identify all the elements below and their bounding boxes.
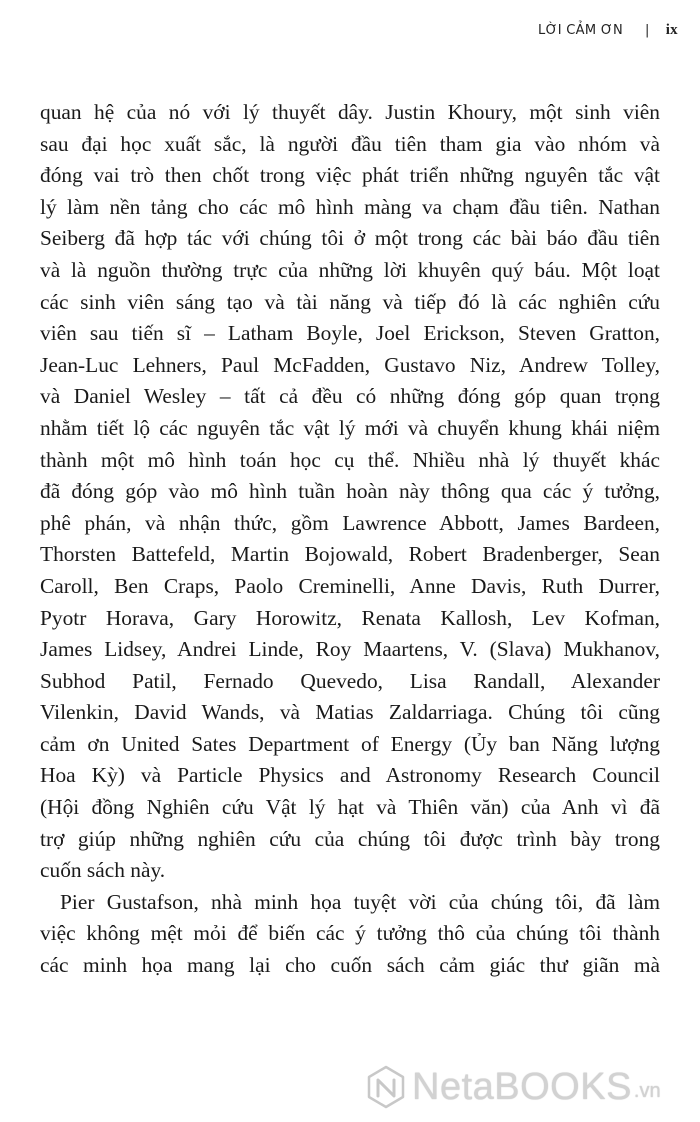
- watermark: [366, 1065, 661, 1109]
- text-line: James Lidsey, Andrei Linde, Roy Maartens, V. (Slava) Mukhanov,: [40, 637, 660, 662]
- watermark-tld: .vn: [633, 1080, 661, 1102]
- text-line: đóng vai trò then chốt trong việc phát triển những nguyên tắc vật: [40, 163, 660, 188]
- text-line: cuốn sách này.: [40, 858, 166, 883]
- text-line: Subhod Patil, Fernado Quevedo, Lisa Randall, Alexander: [40, 668, 660, 693]
- watermark-brand: NetaBOOKS: [412, 1065, 632, 1108]
- text-line: Hoa Kỳ) và Particle Physics and Astronomy Research Council: [40, 763, 660, 788]
- chapter-title: LỜI CẢM ƠN: [538, 23, 624, 38]
- text-line: (Hội đồng Nghiên cứu Vật lý hạt và Thiên văn) của Anh vì đã: [40, 795, 660, 820]
- text-line: phê phán, và nhận thức, gồm Lawrence Abbott, James Bardeen,: [40, 510, 660, 535]
- text-line: Thorsten Battefeld, Martin Bojowald, Robert Bradenberger, Sean: [40, 542, 660, 567]
- text-line: việc không mệt mỏi để biến các ý tưởng thô của chúng tôi thành: [40, 921, 660, 946]
- text-line: trợ giúp những nghiên cứu của chúng tôi được trình bày trong: [40, 826, 660, 851]
- header-separator: |: [645, 23, 650, 38]
- hexagon-n-logo-icon: [366, 1065, 406, 1109]
- text-line: sau đại học xuất sắc, là người đầu tiên tham gia vào nhóm và: [40, 131, 660, 156]
- text-line: các minh họa mang lại cho cuốn sách cảm giác thư giãn mà: [40, 953, 660, 978]
- page-number: ix: [665, 22, 678, 38]
- text-line: cảm ơn United Sates Department of Energy (Ủy ban Năng lượng: [40, 731, 660, 756]
- paragraph-1: [40, 97, 660, 887]
- text-line: đã đóng góp vào mô hình tuần hoàn này thông qua các ý tưởng,: [40, 479, 660, 504]
- text-line: nhằm tiết lộ các nguyên tắc vật lý mới và chuyển khung khái niệm: [40, 415, 660, 440]
- text-line: viên sau tiến sĩ – Latham Boyle, Joel Erickson, Steven Gratton,: [40, 321, 660, 346]
- running-header: [538, 22, 678, 39]
- body-text: [40, 97, 660, 982]
- text-line: và Daniel Wesley – tất cả đều có những đóng góp quan trọng: [40, 384, 660, 409]
- text-line: Seiberg đã hợp tác với chúng tôi ở một trong các bài báo đầu tiên: [40, 226, 660, 251]
- text-line: thành một mô hình toán học cụ thể. Nhiều nhà lý thuyết khác: [40, 447, 660, 472]
- text-line: Pier Gustafson, nhà minh họa tuyệt vời của chúng tôi, đã làm: [60, 889, 660, 914]
- text-line: và là nguồn thường trực của những lời khuyên quý báu. Một loạt: [40, 257, 660, 282]
- text-line: lý làm nền tảng cho các mô hình màng va chạm đầu tiên. Nathan: [40, 194, 660, 219]
- text-line: Vilenkin, David Wands, và Matias Zaldarriaga. Chúng tôi cũng: [40, 700, 660, 725]
- text-line: Caroll, Ben Craps, Paolo Creminelli, Anne Davis, Ruth Durrer,: [40, 573, 660, 598]
- text-line: Jean-Luc Lehners, Paul McFadden, Gustavo Niz, Andrew Tolley,: [40, 352, 660, 377]
- text-line: quan hệ của nó với lý thuyết dây. Justin Khoury, một sinh viên: [40, 100, 660, 124]
- paragraph-2: [40, 887, 660, 982]
- text-line: các sinh viên sáng tạo và tài năng và tiếp đó là các nghiên cứu: [40, 289, 660, 314]
- text-line: Pyotr Horava, Gary Horowitz, Renata Kallosh, Lev Kofman,: [40, 605, 660, 630]
